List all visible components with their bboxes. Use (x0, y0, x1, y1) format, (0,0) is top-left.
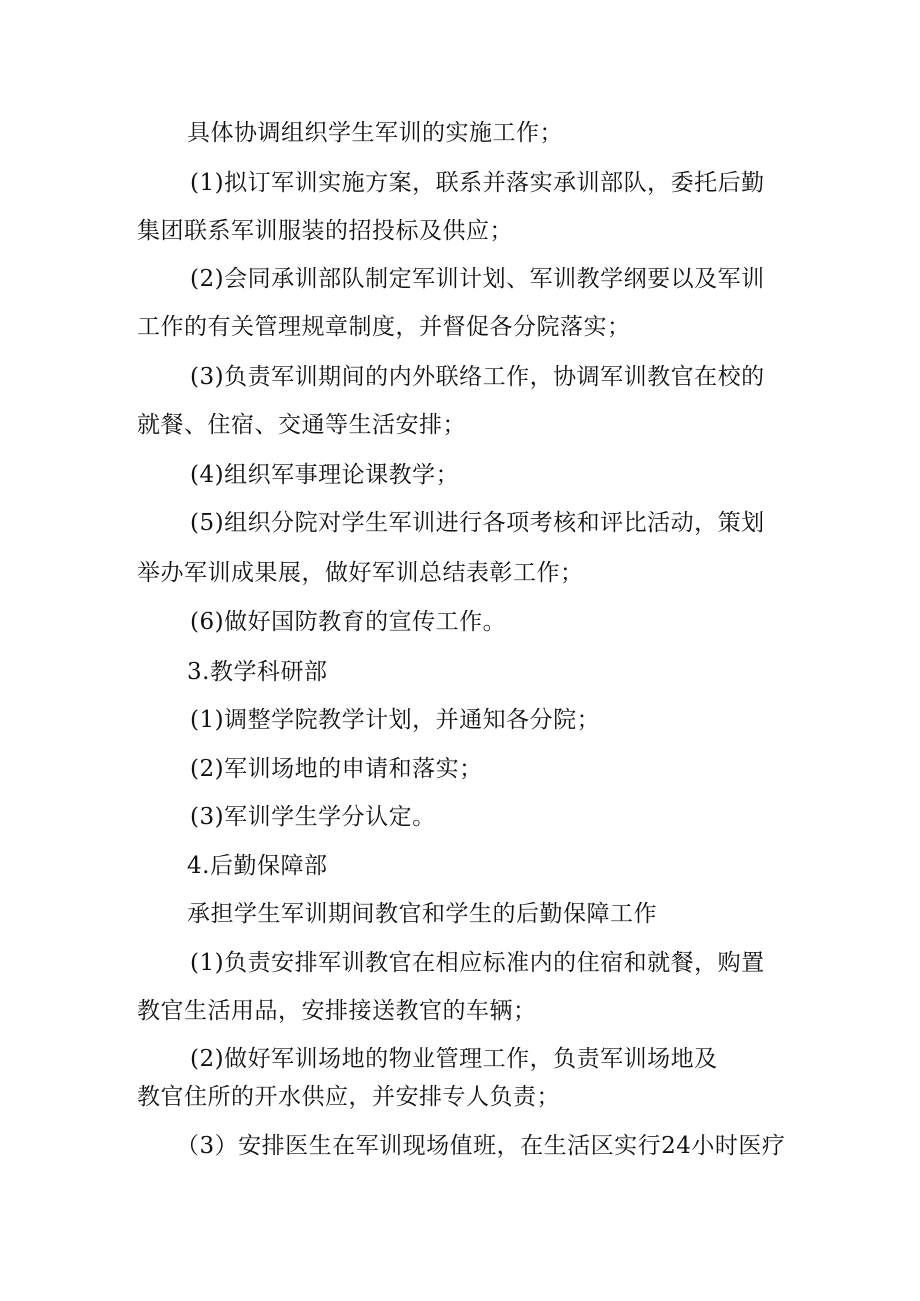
paragraph-line: (1)拟订军训实施方案，联系并落实承训部队，委托后勤 (190, 170, 765, 196)
paragraph-line: (1)负责安排军训教官在相应标准内的住宿和就餐，购置 (190, 950, 765, 976)
section-heading: 4.后勤保障部 (187, 853, 328, 879)
paragraph-line: (4)组织军事理论课教学； (190, 462, 460, 488)
paragraph-line: 就餐、住宿、交通等生活安排； (137, 412, 466, 438)
paragraph-line: (5)组织分院对学生军训进行各项考核和评比活动，策划 (190, 510, 765, 536)
paragraph-line: 教官生活用品，安排接送教官的车辆； (137, 998, 537, 1024)
paragraph-line: 集团联系军训服装的招投标及供应； (137, 218, 513, 244)
section-heading: 3.教学科研部 (187, 659, 328, 685)
paragraph-line: (1)调整学院教学计划，并通知各分院； (190, 707, 601, 733)
paragraph-line: (3)军训学生学分认定。 (190, 804, 436, 830)
paragraph-line: 承担学生军训期间教官和学生的后勤保障工作 (187, 901, 657, 927)
paragraph-line: 举办军训成果展，做好军训总结表彰工作； (137, 560, 584, 586)
paragraph-line: (3)负责军训期间的内外联络工作，协调军训教官在校的 (190, 364, 765, 390)
paragraph-line: （3）安排医生在军训现场值班，在生活区实行24小时医疗 (176, 1133, 786, 1159)
paragraph-line: 工作的有关管理规章制度，并督促各分院落实； (137, 314, 631, 340)
paragraph-line: (6)做好国防教育的宣传工作。 (190, 609, 507, 635)
paragraph-line: (2)会同承训部队制定军训计划、军训教学纲要以及军训 (190, 266, 765, 292)
paragraph-line: (2)军训场地的申请和落实； (190, 756, 483, 782)
paragraph-line: 教官住所的开水供应，并安排专人负责； (137, 1084, 560, 1110)
paragraph-line: 具体协调组织学生军训的实施工作； (187, 120, 563, 146)
paragraph-line: (2)做好军训场地的物业管理工作，负责军训场地及 (190, 1046, 718, 1072)
